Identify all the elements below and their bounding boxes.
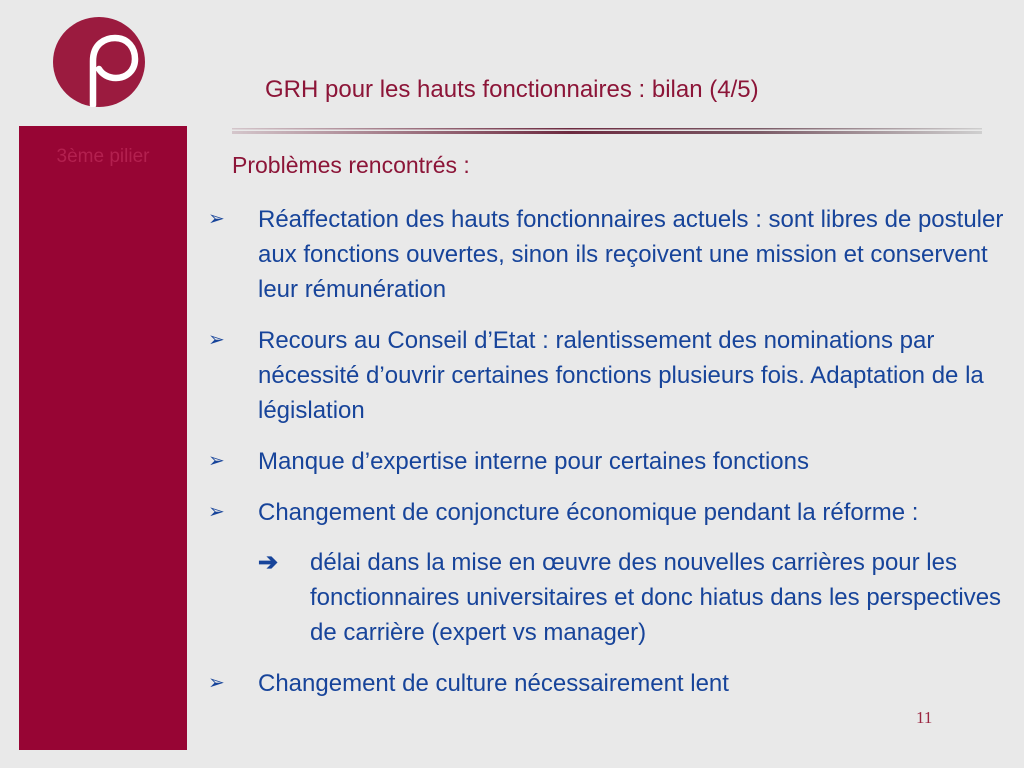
sidebar-label: 3ème pilier (56, 146, 150, 167)
sub-list-item (208, 545, 1008, 650)
right-arrow-icon: ➔ (258, 549, 279, 576)
bullet-list (208, 202, 1008, 717)
page-title: GRH pour les hauts fonctionnaires : bilan (4/5) (265, 76, 759, 103)
list-item (208, 202, 1008, 307)
page-number: 11 (916, 708, 933, 727)
list-item-text: Changement de conjoncture économique pendant la réforme : (258, 499, 919, 526)
arrowhead-bullet-icon: ➢ (208, 329, 225, 351)
list-item (208, 666, 1008, 701)
list-item (208, 323, 1008, 428)
section-subtitle: Problèmes rencontrés : (232, 152, 470, 178)
list-item-text: Recours au Conseil d’Etat : ralentissement des nominations par nécessité d’ouvrir certaines fonctions plusieurs fois. Adaptation de la législation (258, 327, 984, 424)
arrowhead-bullet-icon: ➢ (208, 672, 225, 694)
title-divider (232, 128, 982, 136)
arrowhead-bullet-icon: ➢ (208, 501, 225, 523)
sidebar-panel (19, 126, 187, 750)
rho-logo-icon (53, 17, 145, 107)
list-item-text: Réaffectation des hauts fonctionnaires actuels : sont libres de postuler aux fonctions ouvertes, sinon ils reçoivent une mission et conservent leur rémunération (258, 206, 1004, 303)
list-item-text: Changement de culture nécessairement lent (258, 670, 729, 697)
list-item (208, 444, 1008, 479)
sub-list-item-text: délai dans la mise en œuvre des nouvelles carrières pour les fonctionnaires universitaires et donc hiatus dans les perspectives de carrière (expert vs manager) (310, 549, 1002, 646)
arrowhead-bullet-icon: ➢ (208, 208, 225, 230)
list-item-text: Manque d’expertise interne pour certaines fonctions (258, 448, 809, 475)
arrowhead-bullet-icon: ➢ (208, 450, 225, 472)
list-item (208, 495, 1008, 530)
